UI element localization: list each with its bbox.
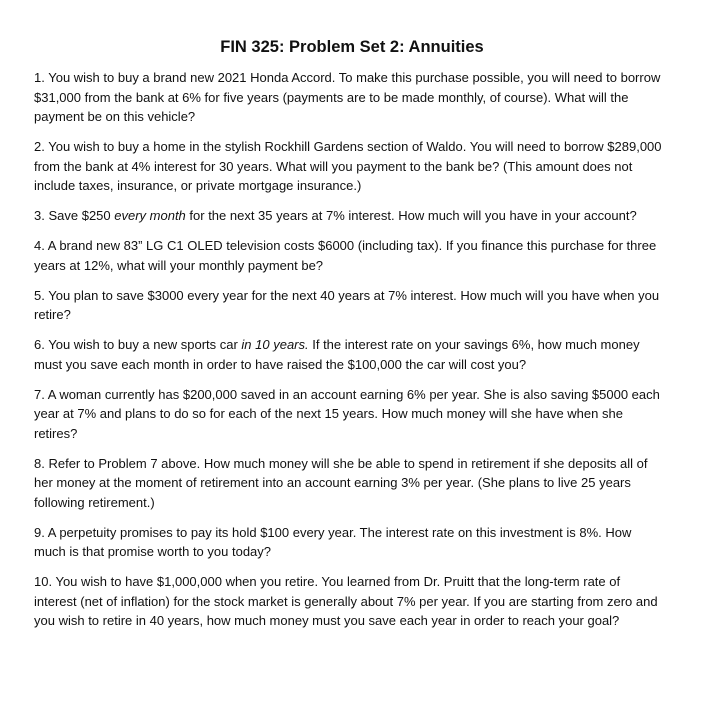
problem-number: 8. bbox=[34, 455, 45, 471]
problem-emphasis: every month bbox=[114, 208, 186, 223]
problem-number: 9. bbox=[34, 524, 45, 540]
problem-text: Refer to Problem 7 above. How much money will she be able to spend in retirement if she deposits all of her money at the moment of retirement into an account earning 3% per year. (She plans to live 25 years following retirement.) bbox=[34, 455, 648, 510]
problem-8 bbox=[34, 454, 666, 513]
problem-3 bbox=[34, 206, 666, 226]
problem-text-after: for the next 35 years at 7% interest. How much will you have in your account? bbox=[185, 208, 637, 223]
problem-text: You wish to buy a home in the stylish Rockhill Gardens section of Waldo. You will need to borrow $289,000 from the bank at 4% interest for 30 years. What will you payment to the bank be? (This amount does not include taxes, insurance, or private mortgage insurance.) bbox=[34, 139, 662, 193]
problem-list bbox=[34, 68, 666, 641]
problem-text-before: You wish to buy a new sports car bbox=[48, 337, 242, 352]
problem-number: 10. bbox=[34, 574, 53, 589]
problem-number: 2. bbox=[34, 139, 45, 154]
problem-5 bbox=[34, 286, 666, 325]
problem-text: A perpetuity promises to pay its hold $100 every year. The interest rate on this investment is 8%. How much is that promise worth to you today? bbox=[34, 524, 632, 559]
problem-text-after: If the interest rate on your savings 6%, how much money must you save each month in order to have raised the $100,000 the car will cost you? bbox=[34, 337, 640, 372]
problem-number: 3. bbox=[34, 208, 45, 223]
problem-10 bbox=[34, 572, 666, 631]
problem-number: 1. bbox=[34, 70, 45, 85]
problem-text: You wish to have $1,000,000 when you retire. You learned from Dr. Pruitt that the long-term rate of interest (net of inflation) for the stock market is generally about 7% per year. If you are starting from zero and you wish to retire in 40 years, how much money must you save each year in order to reach your goal? bbox=[34, 574, 658, 628]
problem-number: 4. bbox=[34, 238, 45, 253]
problem-emphasis: in 10 years. bbox=[241, 337, 309, 352]
problem-2 bbox=[34, 137, 666, 196]
problem-text: A woman currently has $200,000 saved in an account earning 6% per year. She is also saving $5000 each year at 7% and plans to do so for each of the next 15 years. How much money will she have when she retires? bbox=[34, 386, 660, 441]
problem-1 bbox=[34, 68, 666, 127]
problem-number: 6. bbox=[34, 337, 45, 352]
problem-4 bbox=[34, 236, 666, 275]
problem-text: You plan to save $3000 every year for the next 40 years at 7% interest. How much will you have when you retire? bbox=[34, 287, 660, 322]
problem-number: 7. bbox=[34, 386, 45, 402]
document-title: FIN 325: Problem Set 2: Annuities bbox=[220, 38, 484, 56]
problem-9 bbox=[34, 523, 666, 562]
problem-7 bbox=[34, 385, 666, 444]
problem-6 bbox=[34, 335, 666, 374]
problem-text-before: Save $250 bbox=[48, 208, 115, 223]
problem-text: A brand new 83” LG C1 OLED television costs $6000 (including tax). If you finance this purchase for three years at 12%, what will your monthly payment be? bbox=[34, 238, 657, 273]
problem-number: 5. bbox=[34, 287, 45, 303]
problem-text: You wish to buy a brand new 2021 Honda Accord. To make this purchase possible, you will need to borrow $31,000 from the bank at 6% for five years (payments are to be made monthly, of course). What will the payment be on this vehicle? bbox=[34, 70, 661, 124]
